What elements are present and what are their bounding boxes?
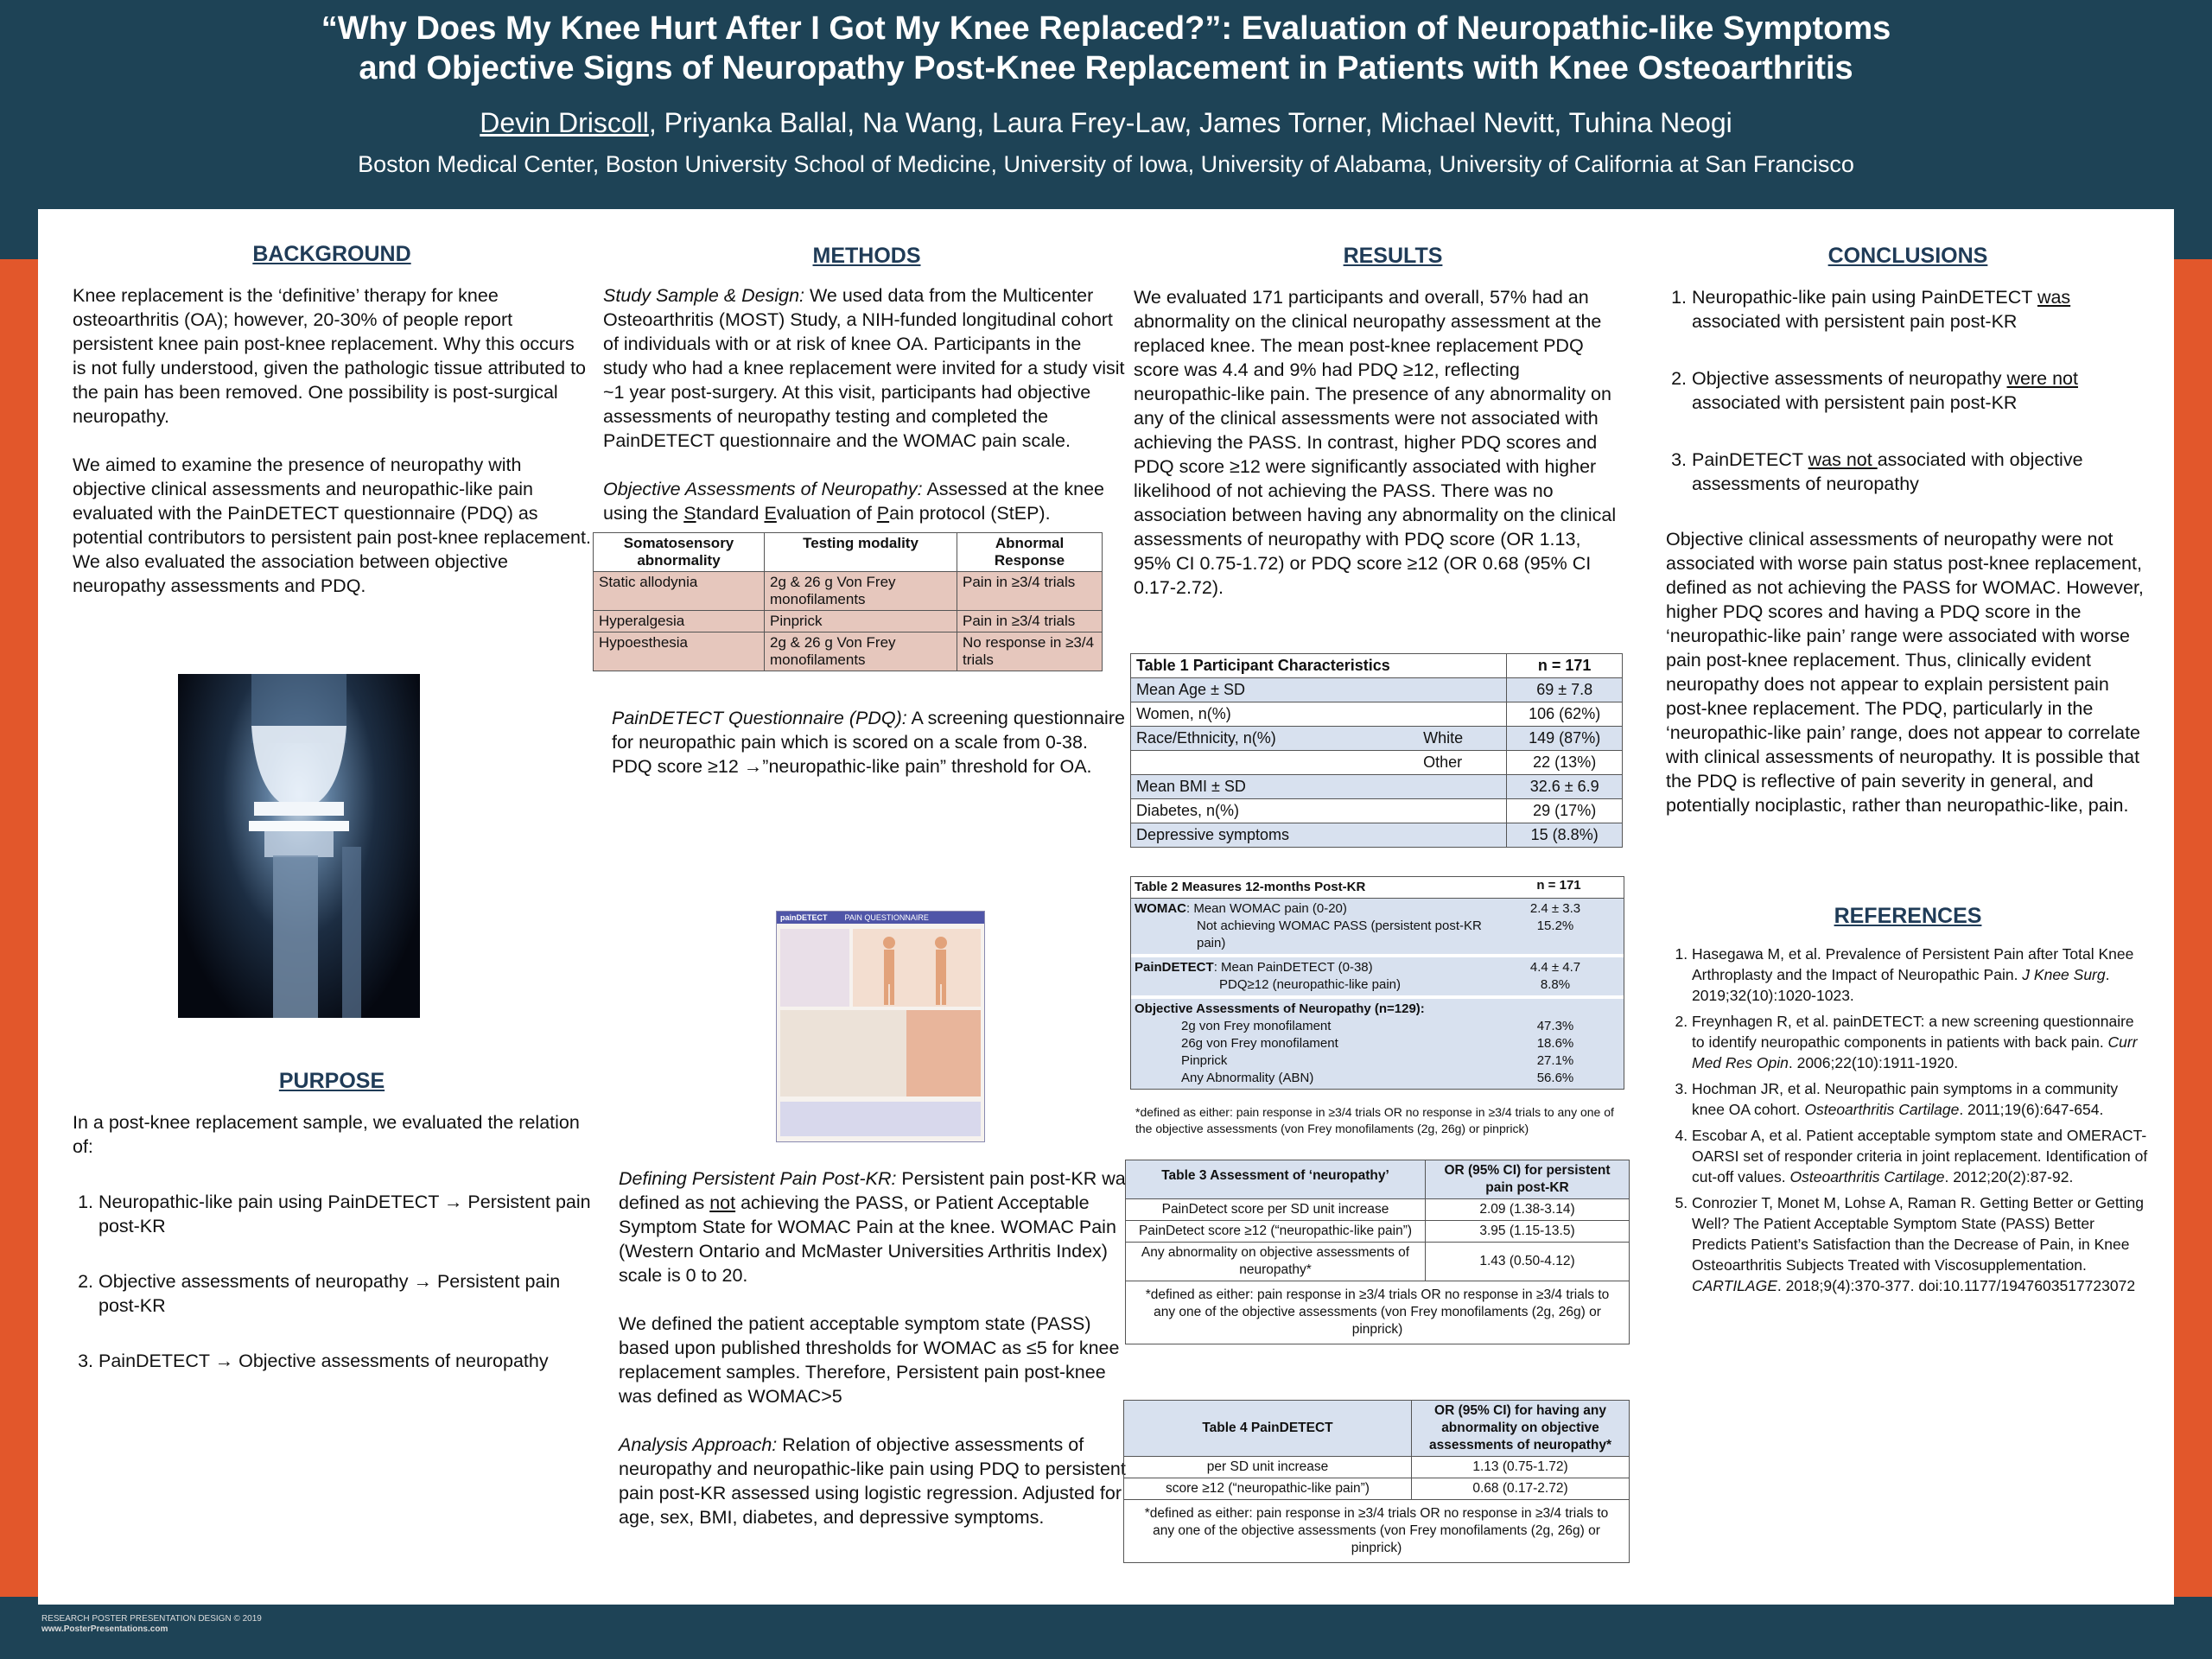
purpose-intro: In a post-knee replacement sample, we evaluated the relation of:	[73, 1112, 580, 1157]
background-column	[73, 209, 591, 598]
table-header-row: Table 1 Participant Characteristics n = 171	[1131, 654, 1623, 678]
table-row: Depressive symptoms 15 (8.8%)	[1131, 823, 1623, 848]
pdq-thumb-title: PAIN QUESTIONNAIRE	[844, 913, 929, 922]
knee-xray-image	[178, 674, 420, 1018]
table-row: WOMAC: Mean WOMAC pain (0-20) Not achieving WOMAC PASS (persistent post-KR pain) 2.4 ± 3.3 15.2%	[1131, 899, 1624, 954]
objective-assessment-paragraph: Objective Assessments of Neuropathy: Assessed at the knee using the Standard Evaluation of Pain protocol (StEP).	[603, 479, 1105, 524]
table-row: Hyperalgesia Pinprick Pain in ≥3/4 trials	[594, 611, 1103, 632]
author-list: Devin Driscoll, Priyanka Ballal, Na Wang, Laura Frey-Law, James Torner, Michael Nevitt, Tuhina Neogi	[480, 107, 1732, 138]
purpose-item: 3. PainDETECT → Objective assessments of neuropathy	[99, 1349, 591, 1373]
table-row: Hypoesthesia 2g & 26 g Von Frey monofilaments No response in ≥3/4 trials	[594, 632, 1103, 671]
table-row: Women, n(%) 106 (62%)	[1131, 702, 1623, 727]
measures-table	[1130, 876, 1624, 1090]
table-row: Objective Assessments of Neuropathy (n=129): 2g von Frey monofilament 26g von Frey monofilament Pinprick Any Abnormality (ABN) 47.3% 18.6% 27.1% 56.6%	[1131, 999, 1624, 1089]
neuropathy-assessment-table	[1125, 1160, 1630, 1344]
poster-body	[38, 209, 2174, 1605]
step-protocol-table	[593, 532, 1103, 671]
background-paragraph-2: We aimed to examine the presence of neuropathy with objective clinical assessments and neuropathic-like pain evaluated with the PainDETECT questionnaire (PDQ) as potential contributors to persistent pain post-knee replacement. We also evaluated the association between objective neuropathy assessments and PDQ.	[73, 454, 591, 596]
purpose-item: 2. Objective assessments of neuropathy → Persistent pain post-KR	[99, 1269, 591, 1318]
study-design-paragraph: Study Sample & Design: We used data from the Multicenter Osteoarthritis (MOST) Study, a NIH-funded longitudinal cohort of individuals with or at risk of knee OA. Participants in the study who had a knee replacement were invited for a study visit ~1 year post-surgery. At this visit, participants had objective assessments of neuropathy testing and completed the PainDETECT questionnaire and the WOMAC pain scale.	[603, 285, 1125, 451]
table-row: Other 22 (13%)	[1131, 751, 1623, 775]
questionnaire-illustration	[777, 924, 984, 1140]
reference-item: 4. Escobar A, et al. Patient acceptable symptom state and OMERACT-OARSI set of responder criteria in joint replacement. Identification of cut-off values. Osteoarthritis Cartilage. 2012;20(2):87-92.	[1692, 1125, 2150, 1187]
table-header-row: Table 2 Measures 12-months Post-KR n = 171	[1131, 877, 1624, 899]
table-row: Race/Ethnicity, n(%) White 149 (87%)	[1131, 727, 1623, 751]
persistent-pain-paragraph: Defining Persistent Pain Post-KR: Persistent pain post-KR was defined as not achieving the PASS, or Patient Acceptable Symptom State for WOMAC Pain at the knee. WOMAC Pain (Western Ontario and McMaster Universities Arthritis Index) scale is 0 to 20.	[619, 1168, 1135, 1286]
presenter-name: Devin Driscoll	[480, 107, 649, 138]
table-row: PainDetect score ≥12 (“neuropathic-like pain”) 3.95 (1.15-13.5)	[1126, 1221, 1630, 1243]
background-paragraph-1: Knee replacement is the ‘definitive’ therapy for knee osteoarthritis (OA); however, 20-30% of people report persistent knee pain post-knee replacement. Why this occurs is not fully understood, given the pathologic tissue attributed to the pain has been removed. One possibility is post-surgical neuropathy.	[73, 285, 587, 427]
methods-column-lower	[619, 1166, 1137, 1529]
paindetect-association-table	[1123, 1400, 1630, 1563]
pass-paragraph: We defined the patient acceptable symptom state (PASS) based upon published thresholds for WOMAC as ≤5 for knee replacement samples. Therefore, Persistent pain post-knee was defined as WOMAC>5	[619, 1313, 1120, 1407]
table-footnote-row: *defined as either: pain response in ≥3/4 trials OR no response in ≥3/4 trials to any one of the objective assessments (von Frey monofilaments (2g, 26g) or pinprick)	[1124, 1500, 1630, 1563]
table-row: Any abnormality on objective assessments of neuropathy* 1.43 (0.50-4.12)	[1126, 1243, 1630, 1281]
right-accent-bar	[2174, 259, 2212, 1573]
conclusions-column	[1666, 209, 2150, 1312]
paindetect-questionnaire-thumbnail	[776, 911, 985, 1142]
purpose-heading: PURPOSE	[278, 1069, 385, 1093]
affiliations: Boston Medical Center, Boston University School of Medicine, University of Iowa, University of Alabama, University of California at San Francisco	[358, 151, 1854, 177]
results-heading: RESULTS	[1343, 244, 1443, 268]
conclusion-item: 1. Neuropathic-like pain using PainDETECT was associated with persistent pain post-KR	[1692, 285, 2150, 334]
reference-item: 3. Hochman JR, et al. Neuropathic pain symptoms in a community knee OA cohort. Osteoarthritis Cartilage. 2011;19(6):647-654.	[1692, 1078, 2150, 1120]
methods-column	[599, 209, 1130, 779]
paindetect-logo: painDETECT	[780, 913, 828, 922]
table-row: Mean BMI ± SD 32.6 ± 6.9	[1131, 775, 1623, 799]
conclusion-item: 2. Objective assessments of neuropathy were not associated with persistent pain post-KR	[1692, 366, 2150, 415]
conclusions-list	[1666, 285, 2150, 496]
reference-item: 2. Freynhagen R, et al. painDETECT: a new screening questionnaire to identify neuropathic components in patients with back pain. Curr Med Res Opin. 2006;22(10):1911-1920.	[1692, 1011, 2150, 1073]
conclusion-item: 3. PainDETECT was not associated with objective assessments of neuropathy	[1692, 448, 2150, 496]
participant-characteristics-table	[1130, 653, 1623, 848]
left-accent-bar	[0, 259, 38, 1573]
table-header-row: Table 4 PainDETECT OR (95% CI) for having any abnormality on objective assessments of neuropathy*	[1124, 1401, 1630, 1457]
methods-heading: METHODS	[812, 244, 921, 268]
measures-table-footnote: *defined as either: pain response in ≥3/4 trials OR no response in ≥3/4 trials to any one of the objective assessments (von Frey monofilaments (2g, 26g) or pinprick)	[1135, 1105, 1614, 1135]
table-footnote-row: *defined as either: pain response in ≥3/4 trials OR no response in ≥3/4 trials to any one of the objective assessments (von Frey monofilaments (2g, 26g) or pinprick)	[1126, 1281, 1630, 1344]
table-row: PainDetect score per SD unit increase 2.09 (1.38-3.14)	[1126, 1199, 1630, 1221]
purpose-list	[73, 1190, 591, 1373]
pdq-paragraph: PainDETECT Questionnaire (PDQ): A screening questionnaire for neuropathic pain which is scored on a scale from 0-38. PDQ score ≥12 →”neuropathic-like pain” threshold for OA.	[612, 708, 1125, 777]
poster-title: “Why Does My Knee Hurt After I Got My Knee Replaced?”: Evaluation of Neuropathic-like Symptoms and Objective Signs of Neuropathy Post-Knee Replacement in Patients with Knee Osteoarthritis	[321, 10, 1891, 86]
poster-header	[0, 0, 2212, 207]
table-row: score ≥12 (“neuropathic-like pain”) 0.68 (0.17-2.72)	[1124, 1478, 1630, 1500]
results-paragraph: We evaluated 171 participants and overall, 57% had an abnormality on the clinical neuropathy assessment at the replaced knee. The mean post-knee replacement PDQ score was 4.4 and 9% had PDQ ≥12, reflecting neuropathic-like pain. The presence of any abnormality on any of the clinical assessments were not associated with achieving the PASS. In contrast, higher PDQ scores and PDQ score ≥12 were significantly associated with higher likelihood of not achieving the PASS. There was no association between having any abnormality on the clinical assessments of neuropathy with PDQ score (OR 1.13, 95% CI 0.75-1.72) or PDQ score ≥12 (OR 0.68 (95% CI 0.17-2.72).	[1134, 287, 1617, 598]
references-heading: REFERENCES	[1834, 904, 1982, 928]
table-header-row: Somatosensory abnormality Testing modality Abnormal Response	[594, 533, 1103, 572]
knee-prosthesis-drawing	[178, 674, 420, 1018]
table-row: Static allodynia 2g & 26 g Von Frey monofilaments Pain in ≥3/4 trials	[594, 572, 1103, 611]
analysis-paragraph: Analysis Approach: Relation of objective assessments of neuropathy and neuropathic-like pain using PDQ to persistent pain post-KR assessed using logistic regression. Adjusted for age, sex, BMI, diabetes, and depressive symptoms.	[619, 1434, 1126, 1528]
table-row: Diabetes, n(%) 29 (17%)	[1131, 799, 1623, 823]
conclusions-summary: Objective clinical assessments of neuropathy were not associated with worse pain status post-knee replacement, defined as not achieving the PASS for WOMAC. However, higher PDQ scores and having a PDQ score in the ‘neuropathic-like pain’ range were associated with worse pain post-knee replacement. Thus, clinically evident neuropathy does not appear to explain persistent pain post-knee replacement. The PDQ, particularly in the ‘neuropathic-like pain’ range, does not appear to correlate with clinical assessments of neuropathy. It is possible that the PDQ is reflective of pain severity in general, and potentially nociplastic, rather than neuropathic-like, pain.	[1666, 529, 2144, 816]
reference-item: 5. Conrozier T, Monet M, Lohse A, Raman R. Getting Better or Getting Well? The Patient Acceptable Symptom State (PASS) Better Predicts Patient’s Satisfaction than the Decrease of Pain, in Knee Osteoarthritis Subjects Treated with Viscosupplementation. CARTILAGE. 2018;9(4):370-377. doi:10.1177/1947603517723072	[1692, 1192, 2150, 1296]
table-header-row: Table 3 Assessment of ‘neuropathy’ OR (95% CI) for persistent pain post-KR	[1126, 1160, 1630, 1199]
table-row: PainDETECT: Mean PainDETECT (0-38) PDQ≥12 (neuropathic-like pain) 4.4 ± 4.7 8.8%	[1131, 957, 1624, 995]
footer-credit: RESEARCH POSTER PRESENTATION DESIGN © 2019 www.PosterPresentations.com	[41, 1614, 262, 1634]
table-row: per SD unit increase 1.13 (0.75-1.72)	[1124, 1457, 1630, 1478]
results-column	[1134, 209, 1652, 600]
purpose-item: 1. Neuropathic-like pain using PainDETECT → Persistent pain post-KR	[99, 1190, 591, 1238]
reference-item: 1. Hasegawa M, et al. Prevalence of Persistent Pain after Total Knee Arthroplasty and the Impact of Neuropathic Pain. J Knee Surg. 2019;32(10):1020-1023.	[1692, 944, 2150, 1006]
table-row: Mean Age ± SD 69 ± 7.8	[1131, 678, 1623, 702]
background-heading: BACKGROUND	[252, 242, 411, 266]
purpose-column	[73, 1069, 591, 1389]
references-list	[1666, 944, 2150, 1296]
conclusions-heading: CONCLUSIONS	[1827, 244, 1988, 268]
